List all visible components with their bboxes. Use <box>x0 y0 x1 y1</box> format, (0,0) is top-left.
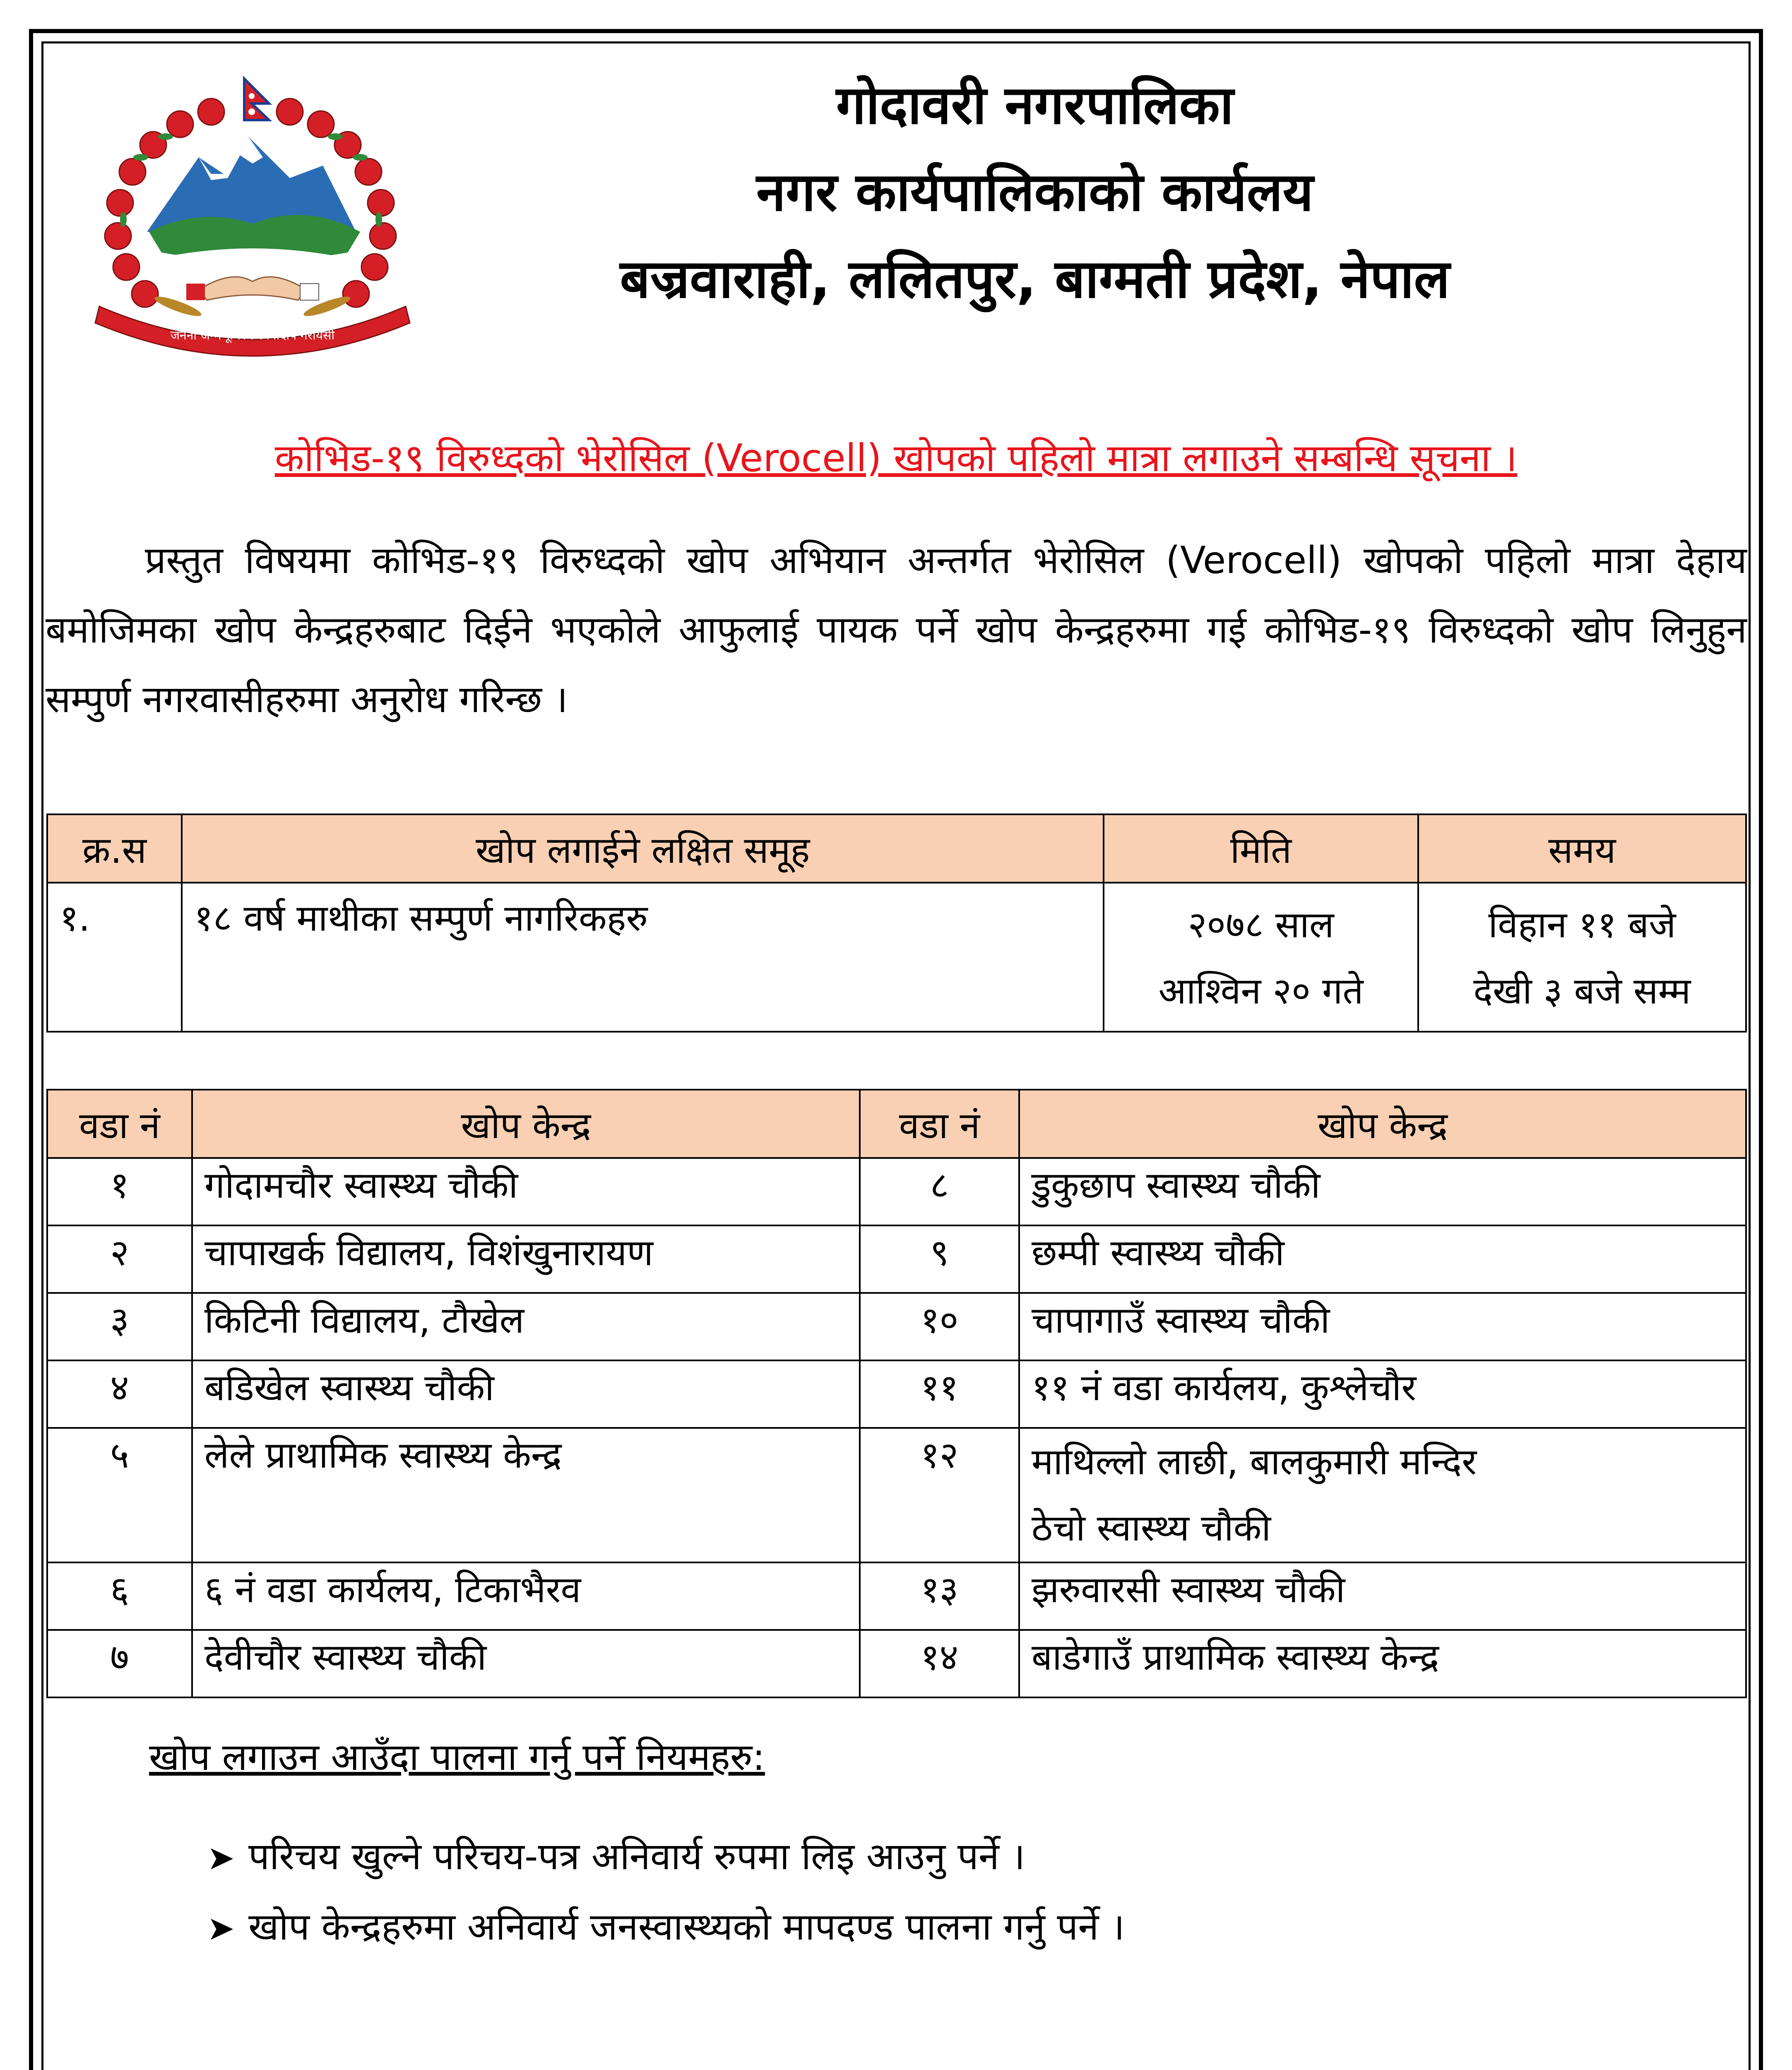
center-name: चापागाउँ स्वास्थ्य चौकी <box>1019 1293 1746 1360</box>
ward-number: १४ <box>860 1630 1019 1697</box>
emblem-motto: जननी जन्मभूमिश्च स्वर्गादपि गरीयसी <box>170 328 335 343</box>
center-name: चापाखर्क विद्यालय, विशंखुनारायण <box>192 1225 860 1293</box>
ward-number: ३ <box>47 1293 192 1360</box>
centers-table <box>46 1089 1747 1698</box>
center-name: किटिनी विद्यालय, टौखेल <box>192 1293 860 1360</box>
office-name: नगर कार्यपालिकाको कार्यलय <box>756 161 1313 223</box>
center-name: बाडेगाउँ प्राथामिक स्वास्थ्य केन्द्र <box>1019 1630 1746 1697</box>
handshake-icon <box>186 277 319 300</box>
ward-number: १ <box>47 1158 192 1225</box>
ward-number: १३ <box>860 1562 1019 1630</box>
center-name: देवीचौर स्वास्थ्य चौकी <box>192 1630 860 1697</box>
ward-number: ८ <box>860 1158 1019 1225</box>
schedule-date <box>1104 883 1418 1032</box>
ward-number: ११ <box>860 1360 1019 1428</box>
schedule-table <box>46 814 1747 1033</box>
arrow-bullet-icon: ➤ <box>207 1909 235 1947</box>
table-row <box>47 1158 1746 1225</box>
centers-header-row <box>47 1090 1746 1158</box>
table-row <box>47 1293 1746 1360</box>
center-name: डुकुछाप स्वास्थ्य चौकी <box>1019 1158 1746 1225</box>
header-date: मिति <box>1104 814 1418 883</box>
office-address: बज्रवाराही, ललितपुर, बाग्मती प्रदेश, नेपाल <box>620 248 1450 310</box>
ward-number: ४ <box>47 1360 192 1428</box>
center-name: झरुवारसी स्वास्थ्य चौकी <box>1019 1562 1746 1630</box>
center-name: लेले प्राथामिक स्वास्थ्य केन्द्र <box>192 1428 860 1562</box>
rule-item <box>207 1900 1125 1951</box>
schedule-time-end: देखी ३ बजे सम्म <box>1473 970 1691 1012</box>
notice-paragraph-text: प्रस्तुत विषयमा कोभिड-१९ विरुध्दको खोप अभियान अन्तर्गत भेरोसिल (Verocell) खोपको पहिलो मात्रा देहाय बमोजिमका खोप केन्द्रहरुबाट दिईने भएकोले आफुलाई पायक पर्ने खोप केन्द्रहरुमा गई कोभिड-१९ विरुध्दको खोप लिनुहुन सम्पुर्ण नगरवासीहरुमा अनुरोध गरिन्छ । <box>46 539 1747 721</box>
ward-number: ६ <box>47 1562 192 1630</box>
center-name: गोदामचौर स्वास्थ्य चौकी <box>192 1158 860 1225</box>
center-name: ११ नं वडा कार्यलय, कुश्लेचौर <box>1019 1360 1746 1428</box>
schedule-date-year: २०७८ साल <box>1188 903 1334 946</box>
schedule-target-group: १८ वर्ष माथीका सम्पुर्ण नागरिकहरु <box>182 883 1104 1032</box>
center-name-line2: ठेचो स्वास्थ्य चौकी <box>1031 1507 1271 1549</box>
schedule-date-day: आश्विन २० गते <box>1158 970 1364 1012</box>
header-center-a: खोप केन्द्र <box>192 1090 860 1158</box>
ward-number: २ <box>47 1225 192 1293</box>
schedule-sn: १. <box>47 883 182 1032</box>
table-row <box>47 1428 1746 1562</box>
rules-title: खोप लगाउन आउँदा पालना गर्नु पर्ने नियमहरु: <box>149 1735 765 1779</box>
arrow-bullet-icon: ➤ <box>207 1839 235 1877</box>
ward-number: १० <box>860 1293 1019 1360</box>
ward-number: ९ <box>860 1225 1019 1293</box>
table-row <box>47 1225 1746 1293</box>
center-name-line1: माथिल्लो लाछी, बालकुमारी मन्दिर <box>1031 1440 1477 1483</box>
notice-paragraph <box>46 526 1747 734</box>
header-ward-a: वडा नं <box>47 1090 192 1158</box>
rule-text: परिचय खुल्ने परिचय-पत्र अनिवार्य रुपमा लिइ आउनु पर्ने । <box>248 1835 1025 1878</box>
center-name: ६ नं वडा कार्यलय, टिकाभैरव <box>192 1562 860 1630</box>
schedule-time <box>1418 883 1746 1032</box>
table-row <box>47 1630 1746 1697</box>
center-name: छम्पी स्वास्थ्य चौकी <box>1019 1225 1746 1293</box>
table-row <box>47 1562 1746 1630</box>
header-ward-b: वडा नं <box>860 1090 1019 1158</box>
wheat-icon <box>153 293 352 320</box>
table-row <box>47 1360 1746 1428</box>
ward-number: ५ <box>47 1428 192 1562</box>
ward-number: १२ <box>860 1428 1019 1562</box>
header-sn: क्र.स <box>47 814 182 883</box>
nepal-emblem-logo <box>75 75 431 360</box>
schedule-header-row <box>47 814 1746 883</box>
municipality-name: गोदावरी नगरपालिका <box>836 75 1234 136</box>
ward-number: ७ <box>47 1630 192 1697</box>
schedule-row <box>47 883 1746 1032</box>
center-name: बडिखेल स्वास्थ्य चौकी <box>192 1360 860 1428</box>
header-time: समय <box>1418 814 1746 883</box>
flag-icon <box>244 79 269 120</box>
center-name <box>1019 1428 1746 1562</box>
notice-subject: कोभिड-१९ विरुध्दको भेरोसिल (Verocell) खोपको पहिलो मात्रा लगाउने सम्बन्धि सूचना । <box>274 436 1518 480</box>
header-center-b: खोप केन्द्र <box>1019 1090 1746 1158</box>
header-target-group: खोप लगाईने लक्षित समूह <box>182 814 1104 883</box>
schedule-time-start: विहान ११ बजे <box>1488 903 1676 946</box>
rule-text: खोप केन्द्रहरुमा अनिवार्य जनस्वास्थ्यको मापदण्ड पालना गर्नु पर्ने । <box>248 1905 1125 1949</box>
rule-item <box>207 1830 1025 1880</box>
